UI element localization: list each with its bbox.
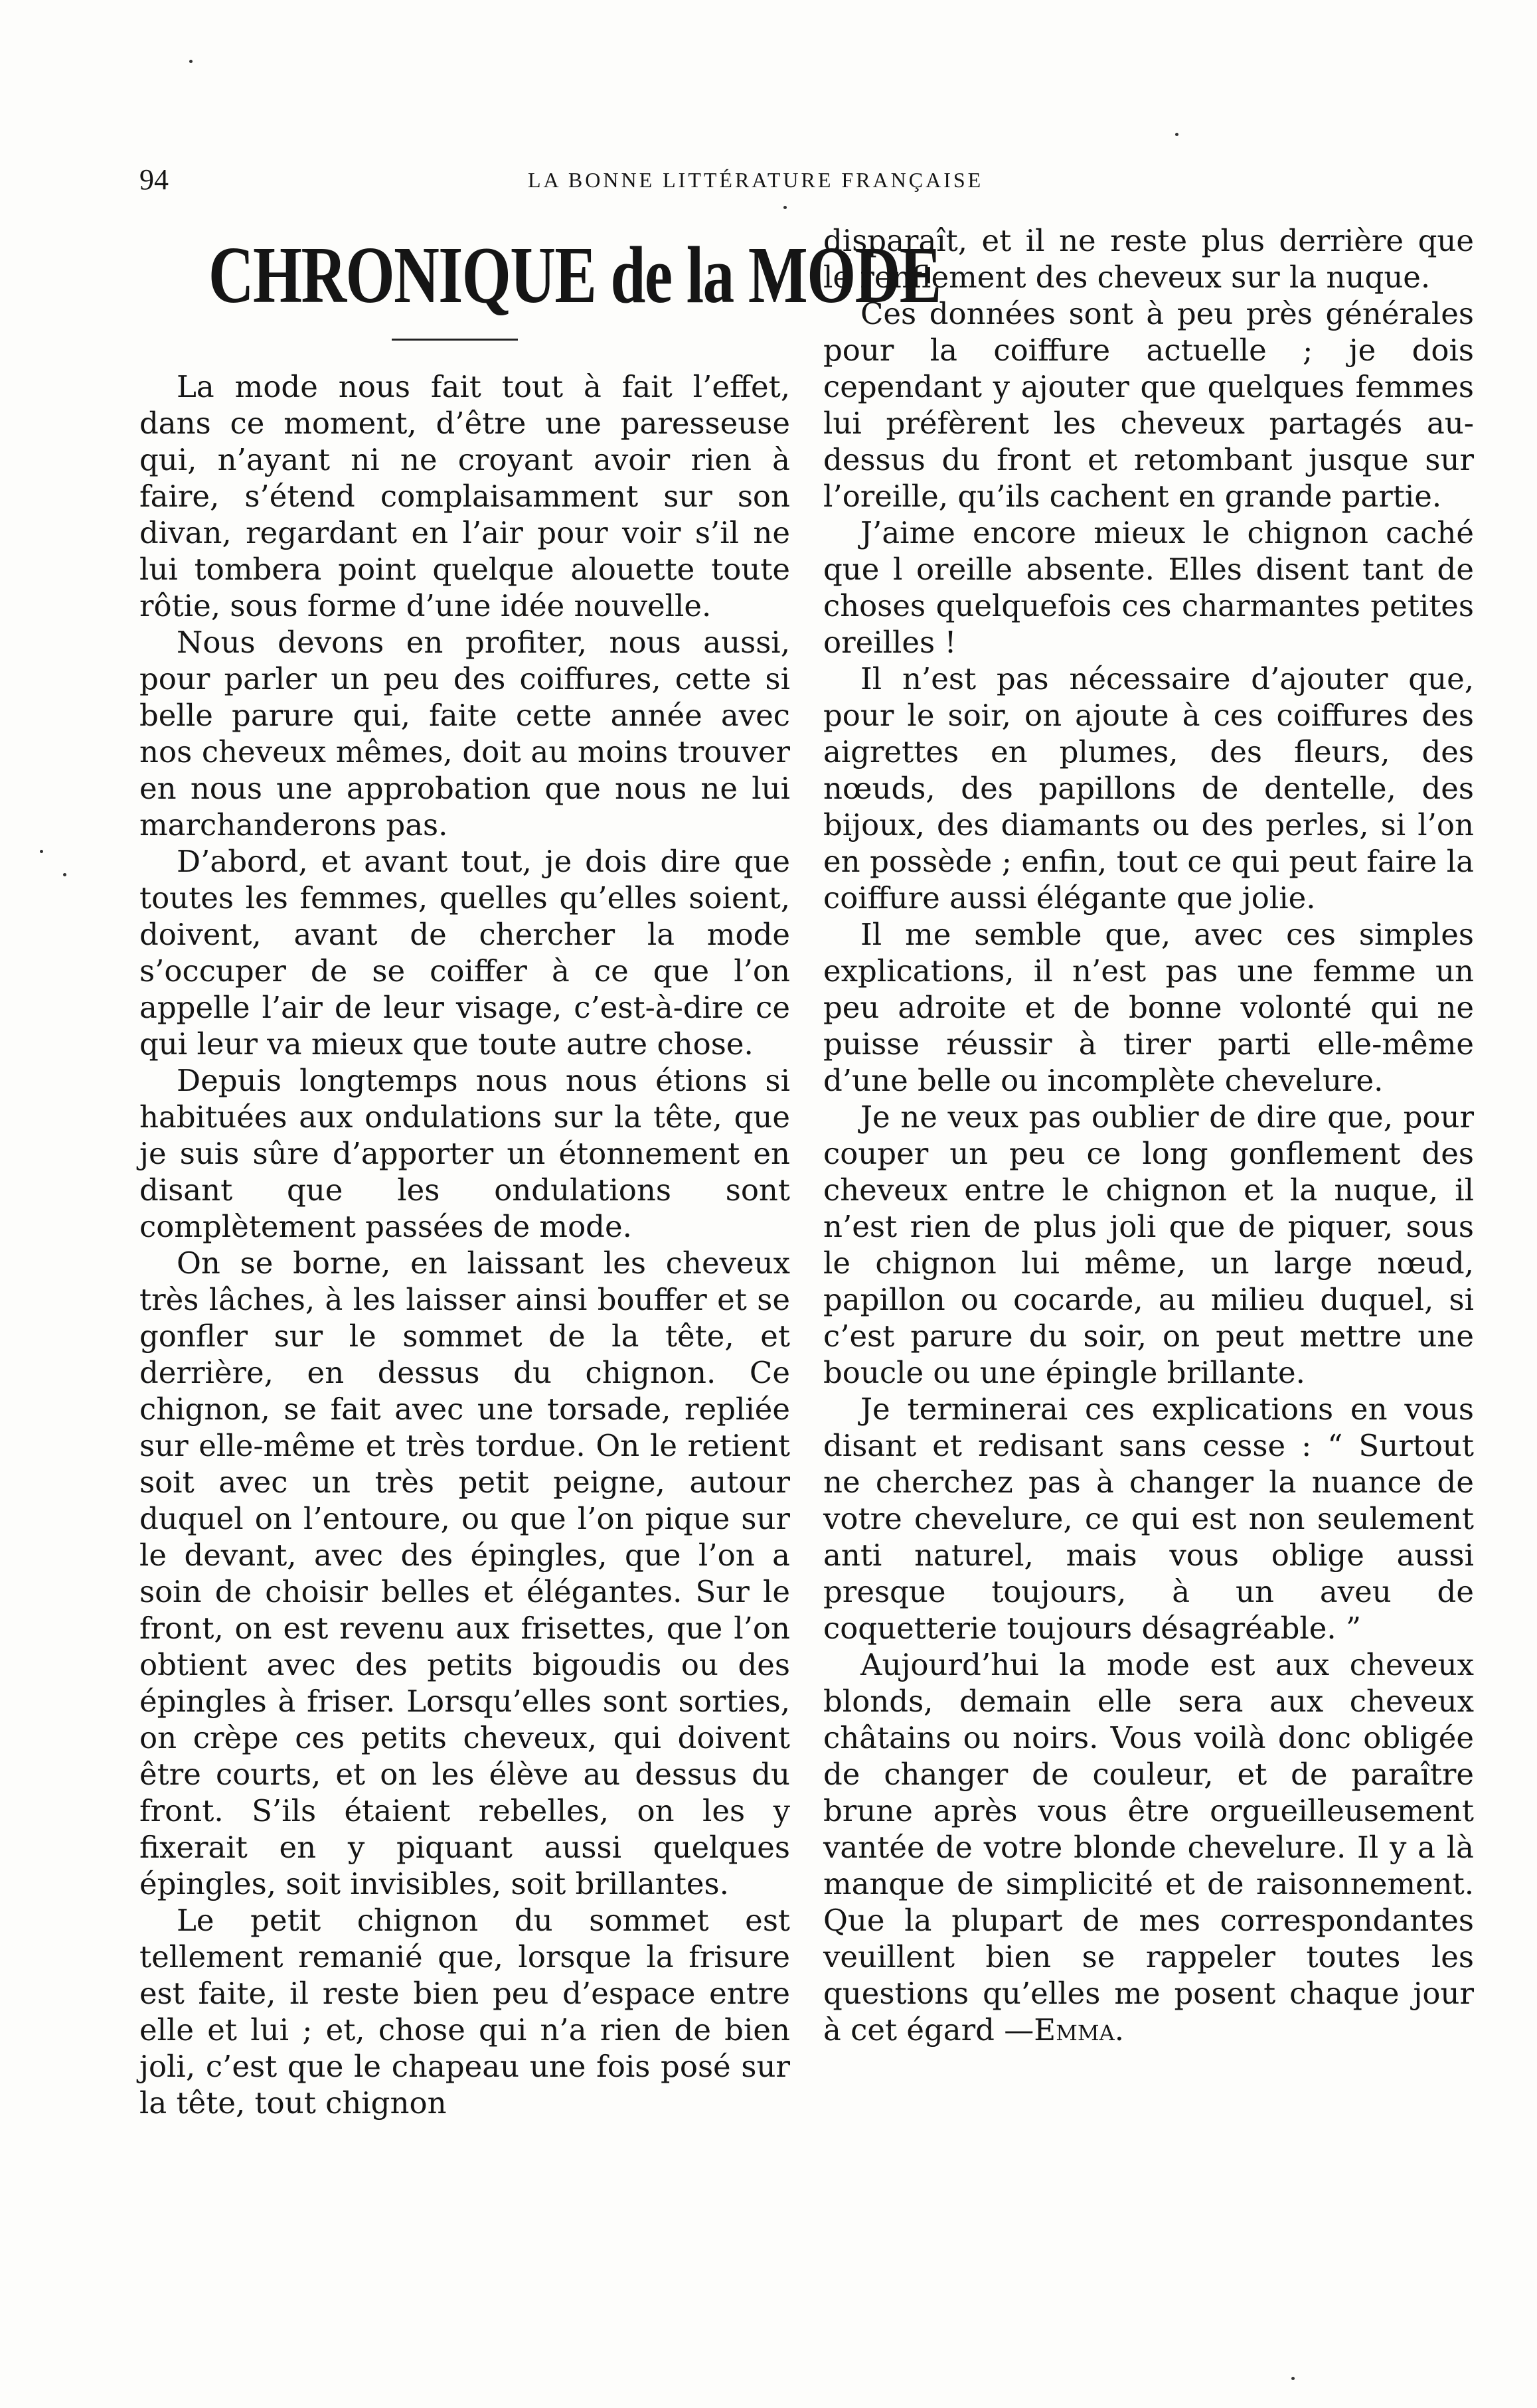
paragraph: Nous devons en profiter, nous aussi, pour parler un peu des coiffures, cette si belle parure qui, faite cette année avec nos cheveux mêmes, doit au moins trouver en nous une approbation que nous ne lui marchanderons pas.	[139, 625, 790, 843]
title-divider	[392, 339, 518, 341]
signature: Emma.	[1034, 2012, 1125, 2047]
speck	[189, 60, 193, 63]
paragraph: Ces données sont à peu près générales pour la coiffure actuelle ; je dois cependant y ajouter que quelques femmes lui préfèrent les cheveux partagés au-dessus du front et retombant jusque sur l’oreille, qu’ils cachent en grande partie.	[823, 296, 1474, 514]
paragraph: J’aime encore mieux le chignon caché que l oreille absente. Elles disent tant de choses quelquefois ces charmantes petites oreilles !	[823, 515, 1474, 660]
paragraph: La mode nous fait tout à fait l’effet, dans ce moment, d’être une paresseuse qui, n’ayant ni ne croyant avoir rien à faire, s’étend complaisamment sur son divan, regardant en l’air pour voir s’il ne lui tombera point quelque alouette toute rôtie, sous forme d’une idée nouvelle.	[139, 369, 790, 623]
paragraph-continued: disparaît, et il ne reste plus derrière que le renflement des cheveux sur la nuque.	[823, 223, 1474, 295]
speck	[783, 206, 787, 209]
paragraph: D’abord, et avant tout, je dois dire que toutes les femmes, quelles qu’elles soient, doivent, avant de chercher la mode s’occuper de se coiffer à ce que l’on appelle l’air de leur visage, c’est-à-dire ce qui leur va mieux que toute autre chose.	[139, 844, 790, 1062]
paragraph: Je ne veux pas oublier de dire que, pour couper un peu ce long gonflement des cheveux entre le chignon et la nuque, il n’est rien de plus joli que de piquer, sous le chignon lui même, un large nœud, papillon ou cocarde, au milieu duquel, si c’est parure du soir, on peut mettre une boucle ou une épingle brillante.	[823, 1099, 1474, 1390]
speck	[1175, 133, 1178, 136]
speck	[40, 850, 43, 853]
article-title: CHRONIQUE de la MODE	[208, 230, 941, 320]
right-column	[823, 222, 1474, 2281]
page-number: 94	[139, 163, 169, 196]
left-column	[139, 368, 790, 2281]
paragraph: Le petit chignon du sommet est tellement remanié que, lorsque la frisure est faite, il reste bien peu d’espace entre elle et lui ; et, chose qui n’a rien de bien joli, c’est que le chapeau une fois posé sur la tête, tout chignon	[139, 1903, 790, 2121]
paragraph: On se borne, en laissant les cheveux très lâches, à les laisser ainsi bouffer et se gonfler sur le sommet de la tête, et derrière, en dessus du chignon. Ce chignon, se fait avec une torsade, repliée sur elle-même et très tordue. On le retient soit avec un très petit peigne, autour duquel on l’entoure, ou que l’on pique sur le devant, avec des épingles, que l’on a soin de choisir belles et élégantes. Sur le front, on est revenu aux frisettes, que l’on obtient avec des petits bigoudis ou des épingles à friser. Lorsqu’elles sont sorties, on crèpe ces petits cheveux, qui doivent être courts, et on les élève au dessus du front. S’ils étaient rebelles, on les y fixerait en y piquant aussi quelques épingles, soit invisibles, soit brillantes.	[139, 1245, 790, 1901]
speck	[63, 873, 66, 876]
closing-text: Aujourd’hui la mode est aux cheveux blonds, demain elle sera aux cheveux châtains ou noirs. Vous voilà donc obligée de changer de couleur, et de paraître brune après vous être orgueilleusement vantée de votre blonde chevelure. Il y a là manque de simplicité et de raisonnement. Que la plupart de mes correspondantes veuillent bien se rappeler toutes les questions qu’elles me posent chaque jour à cet égard —	[823, 1647, 1474, 2047]
page-header	[139, 163, 1095, 202]
paragraph: Il n’est pas nécessaire d’ajouter que, pour le soir, on ajoute à ces coiffures des aigrettes en plumes, des fleurs, des nœuds, des papillons de dentelle, des bijoux, des diamants ou des perles, si l’on en possède ; enfin, tout ce qui peut faire la coiffure aussi élégante que jolie.	[823, 661, 1474, 916]
paragraph: Il me semble que, avec ces simples explications, il n’est pas une femme un peu adroite et de bonne volonté qui ne puisse réussir à tirer parti elle-même d’une belle ou incomplète chevelure.	[823, 917, 1474, 1098]
running-title: LA BONNE LITTÉRATURE FRANÇAISE	[528, 168, 984, 192]
paragraph: Je terminerai ces explications en vous disant et redisant sans cesse : “ Surtout ne cherchez pas à changer la nuance de votre chevelure, ce qui est non seulement anti naturel, mais vous oblige aussi presque toujours, à un aveu de coquetterie toujours désagréable. ”	[823, 1392, 1474, 1646]
paragraph: Depuis longtemps nous nous étions si habituées aux ondulations sur la tête, que je suis sûre d’apporter un étonnement en disant que les ondulations sont complètement passées de mode.	[139, 1063, 790, 1244]
speck	[1291, 2377, 1295, 2380]
paragraph	[823, 1646, 1474, 2048]
